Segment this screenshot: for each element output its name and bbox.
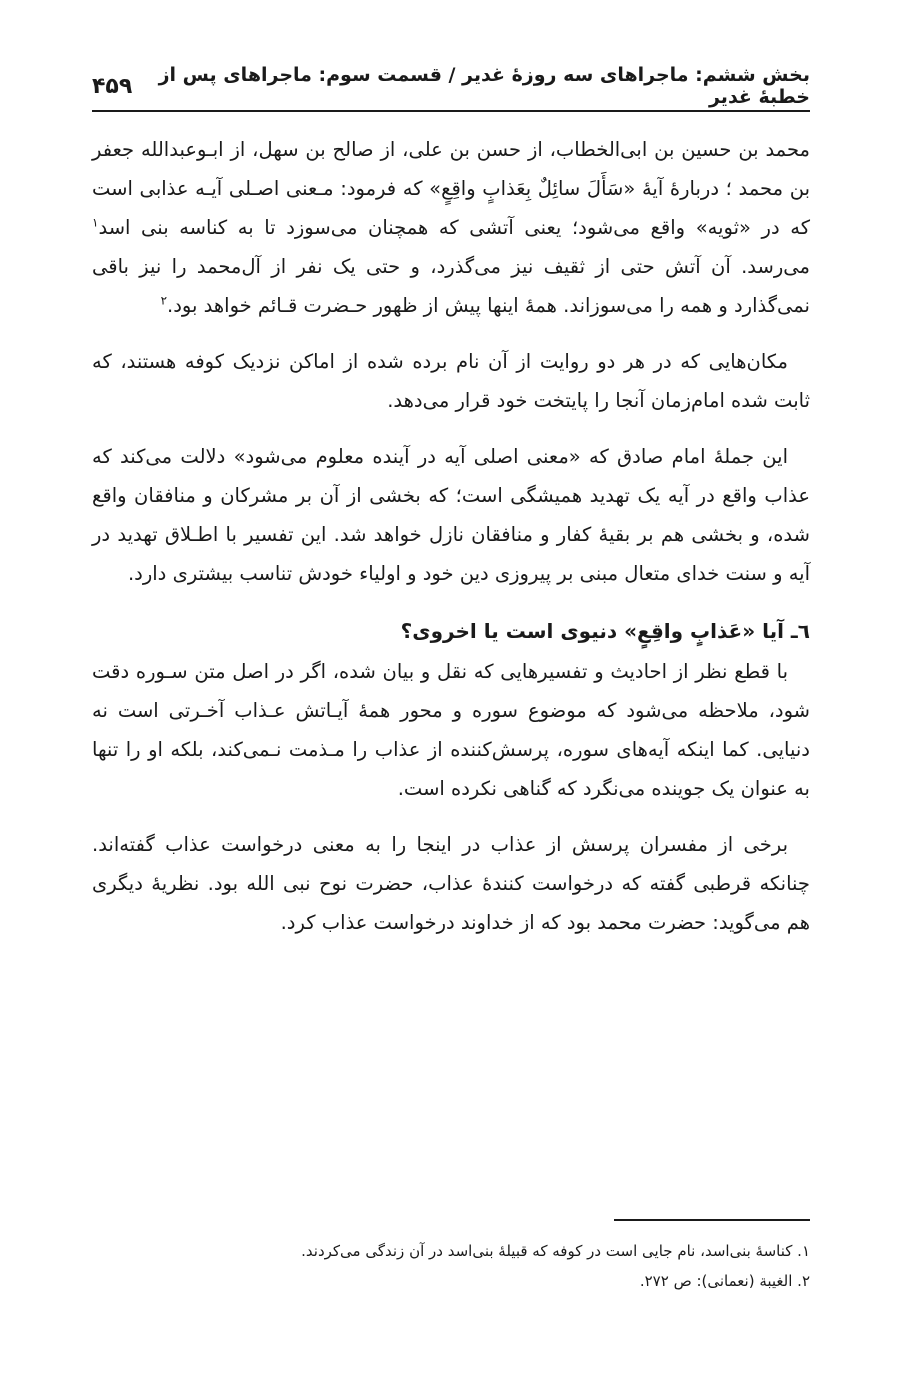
paragraph-3: این جملهٔ امام صادق که «معنی اصلی آیه در آینده معلوم می‌شود» دلالت می‌کند که عذاب واقع در آیه یک تهدید همیشگی است؛ که بخشی از آن بر مشرکان و منافقان واقع شده، و بخشی هم بر بقیهٔ کفار و منافقان نازل خواهد شد. این تفسیر با اطـلاق تهدید در آیه و سنت خدای متعال مبنی بر پیروزی دین خود و اولیاء خودش تناسب بیشتری دارد. — [92, 445, 810, 585]
main-text — [92, 130, 810, 959]
section-heading: ٦ـ آیا «عَذابٍ واقِعٍ» دنیوی است یا اخروی؟ — [400, 619, 810, 643]
paragraph-2: مکان‌هایی که در هر دو روایت از آن نام برده شده از اماکن نزدیک کوفه هستند، که ثابت شده امام‌زمان آنجا را پایتخت خود قرار می‌دهد. — [92, 350, 810, 412]
footnote-divider — [614, 1219, 810, 1221]
footnote-1: ۱. کناسهٔ بنی‌اسد، نام جایی است در کوفه که قبیلهٔ بنی‌اسد در آن زندگی می‌کردند. — [301, 1242, 810, 1260]
header-title: بخش ششم: ماجراهای سه روزهٔ غدیر / قسمت سوم: ماجراهای پس از خطبهٔ غدیر — [158, 64, 810, 108]
footnote-2: ۲. الغیبة (نعمانی): ص ۲۷۲. — [639, 1272, 810, 1290]
paragraph-1-part-a: محمد بن حسین بن ابی‌الخطاب، از حسن بن علی، از صالح بن سهل، از ابـوعبدالله جعفر بن محمد ؛ دربارهٔ آیهٔ «سَأَلَ سائِلٌ بِعَذابٍ واقِعٍ» که فرمود: مـعنی اصـلی آیـه عذابی است که در «ثویه» واقع می‌شود؛ یعنی آتشی که همچنان می‌سوزد تا به کناسه بنی اسد — [92, 138, 810, 239]
footnote-ref-1: ۱ — [92, 215, 99, 230]
running-header — [92, 62, 810, 112]
paragraph-5: برخی از مفسران پرسش از عذاب در اینجا را به معنی درخواست عذاب گفته‌اند. چنانکه قرطبی گفته که درخواست کنندهٔ عذاب، حضرت نوح نبی الله بود. نظریهٔ دیگری هم می‌گوید: حضرت محمد بود که از خداوند درخواست عذاب کرد. — [92, 833, 810, 934]
paragraph-1 — [92, 130, 810, 325]
footnote-ref-2: ۲ — [160, 293, 168, 308]
paragraph-1-part-b: می‌رسد. آن آتش حتی از ثقیف نیز می‌گذرد، و حتی یک نفر از آل‌محمد را نیز باقی نمی‌گذارد و همه را می‌سوزاند. همهٔ اینها پیش از ظهور حـضرت قـائم خواهد بود. — [92, 255, 810, 317]
footnotes — [92, 1236, 810, 1296]
paragraph-4: با قطع نظر از احادیث و تفسیرهایی که نقل و بیان شده، اگر در اصل متن سـوره دقت شود، ملاحظه می‌شود که موضوع سوره و محور همهٔ آیـاتش عـذاب آخـرتی است نه دنیایی. کما اینکه آیه‌های سوره، پرسش‌کننده از عذاب را مـذمت نـمی‌کند، بلکه او را تنها به عنوان یک جوینده می‌نگرد که گناهی نکرده است. — [92, 660, 810, 800]
page-number: ۴۵۹ — [92, 73, 133, 99]
